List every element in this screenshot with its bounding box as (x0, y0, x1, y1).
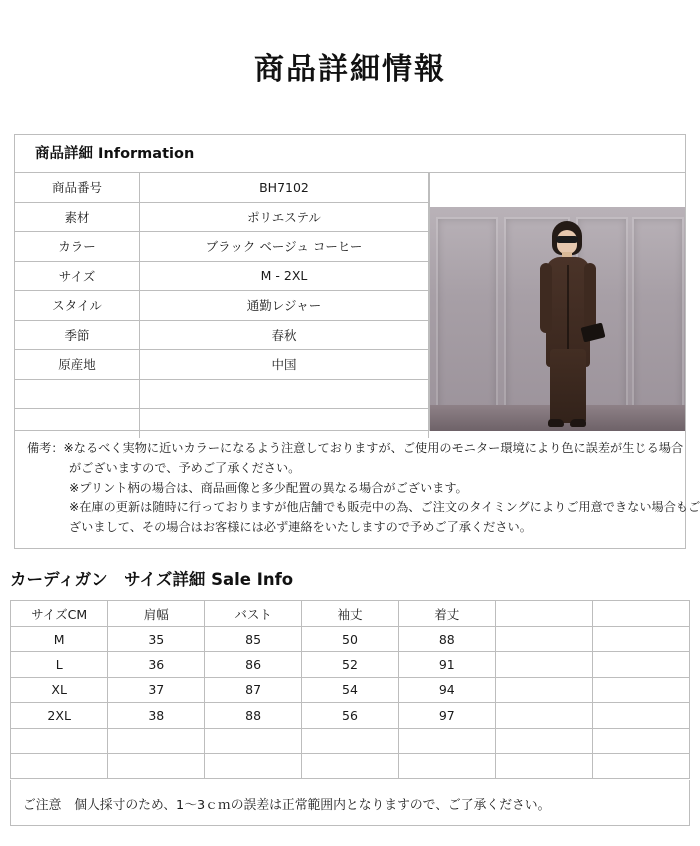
size-cell (205, 753, 302, 778)
table-row (15, 350, 429, 380)
sunglasses-icon (556, 236, 578, 243)
product-photo-image (430, 207, 685, 431)
size-cell (592, 652, 689, 677)
spec-value: ブラック ベージュ コーヒー (140, 232, 429, 262)
product-photo (429, 173, 685, 431)
table-row (15, 379, 429, 409)
size-cell: L (11, 652, 108, 677)
size-cell (495, 677, 592, 702)
spec-value: 中国 (140, 350, 429, 380)
size-cell (592, 703, 689, 728)
spec-label (15, 409, 140, 438)
spec-label (15, 379, 140, 409)
wall-panel (436, 217, 498, 421)
size-cell (11, 728, 108, 753)
size-cell: 56 (302, 703, 399, 728)
size-cell (495, 703, 592, 728)
model-pants (550, 349, 586, 423)
spec-label: 季節 (15, 320, 140, 350)
size-cell: M (11, 627, 108, 652)
table-row (15, 173, 429, 202)
table-row (11, 753, 689, 778)
size-cell: 50 (302, 627, 399, 652)
spec-value: ポリエステル (140, 202, 429, 232)
size-cell: 87 (205, 677, 302, 702)
model-shoe (570, 419, 586, 427)
size-cell: 88 (398, 627, 495, 652)
size-caution: ご注意 個人採寸のため、1～3ｃｍの誤差は正常範囲内となりますので、ご了承ください。 (10, 780, 690, 826)
note-line: ※在庫の更新は随時に行っておりますが他店舗でも販売中の為、ご注文のタイミングによりご用意できない場合もご (69, 500, 700, 515)
spec-value (140, 379, 429, 409)
column-header: 着丈 (398, 601, 495, 627)
table-row (15, 202, 429, 232)
size-cell: 94 (398, 677, 495, 702)
model-shoe (548, 419, 564, 427)
information-body (15, 173, 685, 431)
table-row (15, 409, 429, 438)
model-right-sleeve (584, 263, 596, 329)
size-table (11, 601, 689, 779)
table-row (11, 627, 689, 652)
size-cell: 86 (205, 652, 302, 677)
size-cell: 35 (108, 627, 205, 652)
spec-value: BH7102 (140, 173, 429, 202)
information-notes (15, 431, 700, 548)
size-cell (592, 728, 689, 753)
size-cell (495, 627, 592, 652)
size-cell (495, 728, 592, 753)
note-line: 備考：※なるべく実物に近いカラーになるよう注意しておりますが、ご使用のモニター環境により色に誤差が生じる場合 (27, 441, 684, 455)
note-line: ※プリント柄の場合は、商品画像と多少配置の異なる場合がございます。 (69, 480, 468, 495)
size-cell (495, 652, 592, 677)
size-cell (592, 677, 689, 702)
wall-panel (632, 217, 684, 421)
table-row (11, 728, 689, 753)
size-cell: 52 (302, 652, 399, 677)
page-title: 商品詳細情報 (254, 52, 446, 87)
table-row (15, 261, 429, 291)
size-cell (398, 753, 495, 778)
size-cell (108, 753, 205, 778)
table-row (11, 703, 689, 728)
size-cell: 38 (108, 703, 205, 728)
size-cell (495, 753, 592, 778)
column-header: サイズCM (11, 601, 108, 627)
spec-value: M - 2XL (140, 261, 429, 291)
size-cell (11, 753, 108, 778)
size-cell: 37 (108, 677, 205, 702)
note-line: ざいまして、その場合はお客様には必ず連絡をいたしますので予めご了承ください。 (69, 520, 532, 535)
spec-label: 商品番号 (15, 173, 140, 202)
note-line: がございますので、予めご了承ください。 (69, 460, 301, 475)
size-table-block (10, 600, 690, 779)
size-cell (398, 728, 495, 753)
column-header (495, 601, 592, 627)
table-row (11, 677, 689, 702)
size-cell (205, 728, 302, 753)
size-cell: 2XL (11, 703, 108, 728)
column-header: 袖丈 (302, 601, 399, 627)
size-cell (302, 753, 399, 778)
size-cell: 54 (302, 677, 399, 702)
table-row (15, 320, 429, 350)
column-header: 肩幅 (108, 601, 205, 627)
size-cell: 85 (205, 627, 302, 652)
column-header: バスト (205, 601, 302, 627)
spec-label: サイズ (15, 261, 140, 291)
spec-label: カラー (15, 232, 140, 262)
spec-label: 原産地 (15, 350, 140, 380)
table-row (15, 291, 429, 321)
size-cell (108, 728, 205, 753)
model-figure (526, 221, 610, 431)
spec-value: 通勤レジャー (140, 291, 429, 321)
spec-label: 素材 (15, 202, 140, 232)
table-header-row (11, 601, 689, 627)
size-cell: 36 (108, 652, 205, 677)
information-block (14, 134, 700, 549)
spec-table (15, 173, 429, 438)
size-cell (302, 728, 399, 753)
size-cell (592, 627, 689, 652)
spec-label: スタイル (15, 291, 140, 321)
size-section-title: カーディガン サイズ詳細 Sale Info (10, 570, 294, 589)
information-heading: 商品詳細 Information (15, 135, 685, 173)
spec-value: 春秋 (140, 320, 429, 350)
size-cell: XL (11, 677, 108, 702)
size-cell: 97 (398, 703, 495, 728)
table-row (15, 232, 429, 262)
spec-value (140, 409, 429, 438)
size-cell: 88 (205, 703, 302, 728)
model-left-sleeve (540, 263, 552, 333)
size-cell: 91 (398, 652, 495, 677)
table-row (11, 652, 689, 677)
column-header (592, 601, 689, 627)
size-cell (592, 753, 689, 778)
